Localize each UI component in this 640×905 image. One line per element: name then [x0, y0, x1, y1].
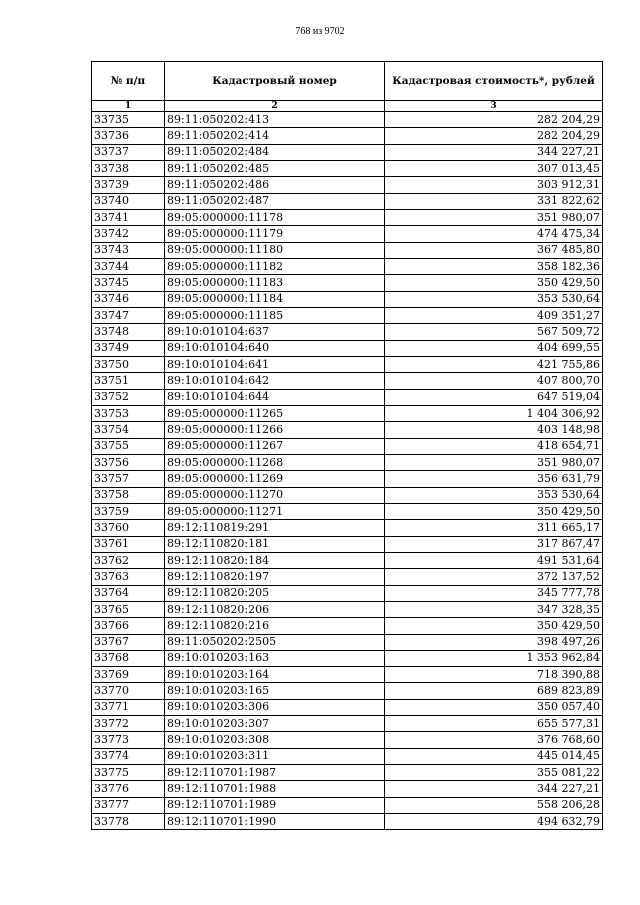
table-row — [92, 520, 603, 536]
table-row — [92, 650, 603, 666]
row-number-cell: 33765 — [92, 601, 165, 617]
cadastral-number-cell: 89:11:050202:486 — [165, 177, 385, 193]
table-row — [92, 307, 603, 323]
cadastral-number-cell: 89:05:000000:11266 — [165, 422, 385, 438]
table-row — [92, 422, 603, 438]
row-number-cell: 33748 — [92, 324, 165, 340]
table-row — [92, 160, 603, 176]
row-number-cell: 33739 — [92, 177, 165, 193]
table-row — [92, 454, 603, 470]
table-row — [92, 291, 603, 307]
table-row — [92, 667, 603, 683]
row-number-cell: 33745 — [92, 275, 165, 291]
table-row — [92, 814, 603, 830]
row-number-cell: 33778 — [92, 814, 165, 830]
header-cadastral-number: Кадастровый номер — [165, 62, 385, 101]
row-number-cell: 33742 — [92, 226, 165, 242]
cadastral-value-cell: 491 531,64 — [385, 552, 603, 568]
cadastral-number-cell: 89:05:000000:11271 — [165, 503, 385, 519]
cadastral-number-cell: 89:10:010203:163 — [165, 650, 385, 666]
cadastral-value-cell: 350 429,50 — [385, 503, 603, 519]
cadastral-number-cell: 89:05:000000:11268 — [165, 454, 385, 470]
table-row — [92, 748, 603, 764]
cadastral-value-table — [91, 61, 603, 830]
cadastral-value-cell: 418 654,71 — [385, 438, 603, 454]
cadastral-number-cell: 89:05:000000:11178 — [165, 209, 385, 225]
table-row — [92, 471, 603, 487]
row-number-cell: 33736 — [92, 128, 165, 144]
cadastral-number-cell: 89:12:110701:1989 — [165, 797, 385, 813]
cadastral-number-cell: 89:05:000000:11265 — [165, 405, 385, 421]
cadastral-number-cell: 89:12:110701:1990 — [165, 814, 385, 830]
cadastral-value-cell: 376 768,60 — [385, 732, 603, 748]
cadastral-value-cell: 345 777,78 — [385, 585, 603, 601]
table-column-index-row — [92, 101, 603, 112]
cadastral-value-cell: 358 182,36 — [385, 258, 603, 274]
table-row — [92, 438, 603, 454]
cadastral-number-cell: 89:05:000000:11270 — [165, 487, 385, 503]
cadastral-value-cell: 344 227,21 — [385, 144, 603, 160]
cadastral-number-cell: 89:12:110820:197 — [165, 569, 385, 585]
cadastral-value-cell: 655 577,31 — [385, 716, 603, 732]
cadastral-value-cell: 1 353 962,84 — [385, 650, 603, 666]
row-number-cell: 33760 — [92, 520, 165, 536]
header-row-number: № п/п — [92, 62, 165, 101]
row-number-cell: 33753 — [92, 405, 165, 421]
cadastral-number-cell: 89:10:010203:307 — [165, 716, 385, 732]
column-index-2: 2 — [165, 101, 385, 112]
table-row — [92, 699, 603, 715]
cadastral-value-cell: 558 206,28 — [385, 797, 603, 813]
cadastral-value-cell: 718 390,88 — [385, 667, 603, 683]
row-number-cell: 33774 — [92, 748, 165, 764]
row-number-cell: 33768 — [92, 650, 165, 666]
header-cadastral-value: Кадастровая стоимость*, рублей — [385, 62, 603, 101]
row-number-cell: 33735 — [92, 112, 165, 128]
column-index-1: 1 — [92, 101, 165, 112]
page-number-header: 768 из 9702 — [295, 26, 345, 37]
cadastral-number-cell: 89:12:110820:206 — [165, 601, 385, 617]
cadastral-number-cell: 89:10:010104:637 — [165, 324, 385, 340]
row-number-cell: 33775 — [92, 765, 165, 781]
row-number-cell: 33746 — [92, 291, 165, 307]
cadastral-number-cell: 89:10:010104:642 — [165, 373, 385, 389]
cadastral-value-cell: 331 822,62 — [385, 193, 603, 209]
cadastral-value-cell: 567 509,72 — [385, 324, 603, 340]
cadastral-number-cell: 89:12:110820:181 — [165, 536, 385, 552]
row-number-cell: 33769 — [92, 667, 165, 683]
row-number-cell: 33743 — [92, 242, 165, 258]
cadastral-number-cell: 89:12:110820:184 — [165, 552, 385, 568]
column-index-3: 3 — [385, 101, 603, 112]
cadastral-number-cell: 89:10:010203:164 — [165, 667, 385, 683]
table-row — [92, 242, 603, 258]
table-row — [92, 781, 603, 797]
cadastral-number-cell: 89:12:110701:1987 — [165, 765, 385, 781]
cadastral-value-cell: 344 227,21 — [385, 781, 603, 797]
row-number-cell: 33747 — [92, 307, 165, 323]
cadastral-number-cell: 89:11:050202:485 — [165, 160, 385, 176]
row-number-cell: 33763 — [92, 569, 165, 585]
row-number-cell: 33758 — [92, 487, 165, 503]
row-number-cell: 33770 — [92, 683, 165, 699]
table-row — [92, 177, 603, 193]
table-row — [92, 405, 603, 421]
cadastral-value-cell: 647 519,04 — [385, 389, 603, 405]
cadastral-value-cell: 356 631,79 — [385, 471, 603, 487]
row-number-cell: 33737 — [92, 144, 165, 160]
cadastral-value-cell: 421 755,86 — [385, 356, 603, 372]
table-row — [92, 536, 603, 552]
cadastral-value-cell: 404 699,55 — [385, 340, 603, 356]
row-number-cell: 33738 — [92, 160, 165, 176]
cadastral-value-cell: 350 429,50 — [385, 618, 603, 634]
cadastral-value-cell: 367 485,80 — [385, 242, 603, 258]
cadastral-value-cell: 372 137,52 — [385, 569, 603, 585]
table-row — [92, 275, 603, 291]
cadastral-number-cell: 89:05:000000:11179 — [165, 226, 385, 242]
cadastral-number-cell: 89:10:010104:641 — [165, 356, 385, 372]
cadastral-number-cell: 89:11:050202:414 — [165, 128, 385, 144]
cadastral-value-cell: 689 823,89 — [385, 683, 603, 699]
table-row — [92, 144, 603, 160]
cadastral-value-cell: 494 632,79 — [385, 814, 603, 830]
row-number-cell: 33750 — [92, 356, 165, 372]
table-row — [92, 765, 603, 781]
cadastral-number-cell: 89:05:000000:11183 — [165, 275, 385, 291]
cadastral-value-cell: 474 475,34 — [385, 226, 603, 242]
row-number-cell: 33759 — [92, 503, 165, 519]
cadastral-value-cell: 317 867,47 — [385, 536, 603, 552]
cadastral-number-cell: 89:11:050202:484 — [165, 144, 385, 160]
table-row — [92, 716, 603, 732]
cadastral-value-cell: 350 057,40 — [385, 699, 603, 715]
cadastral-value-cell: 353 530,64 — [385, 291, 603, 307]
table-header-row — [92, 62, 603, 101]
row-number-cell: 33771 — [92, 699, 165, 715]
cadastral-value-cell: 353 530,64 — [385, 487, 603, 503]
table-row — [92, 732, 603, 748]
table-row — [92, 258, 603, 274]
table-row — [92, 552, 603, 568]
table-row — [92, 569, 603, 585]
row-number-cell: 33767 — [92, 634, 165, 650]
table-row — [92, 209, 603, 225]
cadastral-number-cell: 89:11:050202:487 — [165, 193, 385, 209]
cadastral-value-cell: 398 497,26 — [385, 634, 603, 650]
cadastral-number-cell: 89:05:000000:11182 — [165, 258, 385, 274]
cadastral-value-cell: 282 204,29 — [385, 128, 603, 144]
cadastral-value-cell: 351 980,07 — [385, 209, 603, 225]
row-number-cell: 33751 — [92, 373, 165, 389]
cadastral-number-cell: 89:11:050202:2505 — [165, 634, 385, 650]
cadastral-value-cell: 350 429,50 — [385, 275, 603, 291]
row-number-cell: 33757 — [92, 471, 165, 487]
cadastral-value-cell: 445 014,45 — [385, 748, 603, 764]
row-number-cell: 33764 — [92, 585, 165, 601]
cadastral-number-cell: 89:05:000000:11185 — [165, 307, 385, 323]
table-row — [92, 340, 603, 356]
table-row — [92, 226, 603, 242]
row-number-cell: 33755 — [92, 438, 165, 454]
cadastral-number-cell: 89:10:010203:308 — [165, 732, 385, 748]
cadastral-number-cell: 89:10:010203:306 — [165, 699, 385, 715]
table-row — [92, 356, 603, 372]
cadastral-number-cell: 89:05:000000:11267 — [165, 438, 385, 454]
row-number-cell: 33761 — [92, 536, 165, 552]
cadastral-value-cell: 303 912,31 — [385, 177, 603, 193]
row-number-cell: 33756 — [92, 454, 165, 470]
row-number-cell: 33740 — [92, 193, 165, 209]
table-row — [92, 797, 603, 813]
table-row — [92, 389, 603, 405]
table-row — [92, 601, 603, 617]
cadastral-number-cell: 89:12:110820:216 — [165, 618, 385, 634]
row-number-cell: 33754 — [92, 422, 165, 438]
cadastral-number-cell: 89:12:110820:205 — [165, 585, 385, 601]
table-row — [92, 683, 603, 699]
table-row — [92, 634, 603, 650]
table-row — [92, 373, 603, 389]
row-number-cell: 33752 — [92, 389, 165, 405]
table-row — [92, 128, 603, 144]
table-row — [92, 585, 603, 601]
cadastral-number-cell: 89:05:000000:11269 — [165, 471, 385, 487]
cadastral-number-cell: 89:12:110701:1988 — [165, 781, 385, 797]
table-row — [92, 503, 603, 519]
row-number-cell: 33766 — [92, 618, 165, 634]
cadastral-value-cell: 1 404 306,92 — [385, 405, 603, 421]
table-row — [92, 193, 603, 209]
row-number-cell: 33744 — [92, 258, 165, 274]
cadastral-number-cell: 89:10:010104:644 — [165, 389, 385, 405]
table-row — [92, 324, 603, 340]
row-number-cell: 33749 — [92, 340, 165, 356]
cadastral-value-cell: 403 148,98 — [385, 422, 603, 438]
table-body — [92, 112, 603, 830]
cadastral-value-cell: 351 980,07 — [385, 454, 603, 470]
cadastral-value-cell: 282 204,29 — [385, 112, 603, 128]
row-number-cell: 33777 — [92, 797, 165, 813]
row-number-cell: 33741 — [92, 209, 165, 225]
cadastral-value-cell: 409 351,27 — [385, 307, 603, 323]
cadastral-value-cell: 347 328,35 — [385, 601, 603, 617]
cadastral-number-cell: 89:11:050202:413 — [165, 112, 385, 128]
cadastral-value-cell: 311 665,17 — [385, 520, 603, 536]
cadastral-number-cell: 89:05:000000:11180 — [165, 242, 385, 258]
cadastral-number-cell: 89:10:010203:165 — [165, 683, 385, 699]
table-row — [92, 487, 603, 503]
row-number-cell: 33772 — [92, 716, 165, 732]
cadastral-value-cell: 307 013,45 — [385, 160, 603, 176]
cadastral-number-cell: 89:10:010104:640 — [165, 340, 385, 356]
cadastral-number-cell: 89:12:110819:291 — [165, 520, 385, 536]
row-number-cell: 33762 — [92, 552, 165, 568]
row-number-cell: 33776 — [92, 781, 165, 797]
cadastral-number-cell: 89:10:010203:311 — [165, 748, 385, 764]
cadastral-value-cell: 407 800,70 — [385, 373, 603, 389]
row-number-cell: 33773 — [92, 732, 165, 748]
cadastral-value-cell: 355 081,22 — [385, 765, 603, 781]
table-row — [92, 618, 603, 634]
table-row — [92, 112, 603, 128]
cadastral-number-cell: 89:05:000000:11184 — [165, 291, 385, 307]
